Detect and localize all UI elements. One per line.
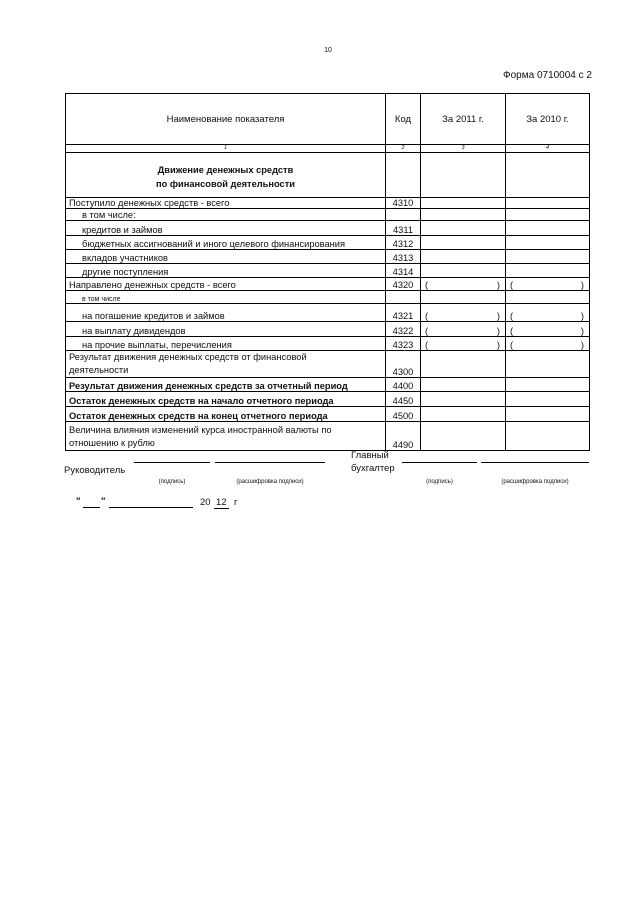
accountant-signature-caption: (подпись) (426, 479, 453, 485)
date-month-field[interactable] (109, 507, 193, 508)
accountant-decode-line[interactable] (481, 462, 589, 463)
row-label: вкладов участников (66, 250, 386, 264)
value-cell-2010 (506, 221, 590, 236)
value-cell-2011 (421, 407, 506, 422)
value-cell-2010 (506, 392, 590, 407)
value-cell-2011 (421, 322, 506, 337)
paren-open: ( (510, 340, 514, 350)
empty-cell (386, 153, 421, 198)
value-cell-2010 (506, 304, 590, 322)
header-name: Наименование показателя (66, 94, 386, 145)
head-label: Руководитель (64, 465, 126, 476)
paren-close: ) (496, 326, 500, 336)
value-cell-2011 (421, 198, 506, 209)
accountant-decode-caption: (расшифровка подписи) (501, 479, 569, 485)
table-row (66, 278, 590, 291)
table-row (66, 337, 590, 351)
row-label: кредитов и займов (66, 221, 386, 236)
table-row (66, 209, 590, 221)
row-code: 4400 (386, 378, 421, 392)
table-row (66, 351, 590, 378)
column-number: 4 (506, 145, 590, 153)
cash-flow-table (65, 93, 590, 451)
value-cell-2011 (421, 304, 506, 322)
date-day-field[interactable] (83, 507, 100, 508)
row-code: 4323 (386, 337, 421, 351)
value-cell-2011 (421, 236, 506, 250)
paren-open: ( (425, 340, 429, 350)
value-cell-2010 (506, 378, 590, 392)
row-code (386, 291, 421, 304)
page-number: 10 (324, 47, 332, 54)
table-row (66, 378, 590, 392)
value-cell-2011 (421, 351, 506, 378)
row-label: на прочие выплаты, перечисления (66, 337, 386, 351)
table-row (66, 407, 590, 422)
date-quote-open: " (76, 496, 81, 507)
table-row (66, 422, 590, 451)
table-row (66, 236, 590, 250)
row-code: 4450 (386, 392, 421, 407)
value-cell-2010 (506, 198, 590, 209)
header-code: Код (386, 94, 421, 145)
row-code: 4321 (386, 304, 421, 322)
row-code: 4311 (386, 221, 421, 236)
row-code: 4320 (386, 278, 421, 291)
head-signature-line[interactable] (134, 462, 210, 463)
date-year-prefix: 20 (200, 497, 211, 508)
row-code: 4500 (386, 407, 421, 422)
value-cell-2010 (506, 250, 590, 264)
paren-open: ( (425, 280, 429, 290)
paren-close: ) (496, 340, 500, 350)
table-row (66, 198, 590, 209)
head-decode-caption: (расшифровка подписи) (236, 479, 304, 485)
paren-close: ) (580, 311, 584, 321)
value-cell-2011 (421, 337, 506, 351)
value-cell-2010 (506, 407, 590, 422)
paren-close: ) (496, 311, 500, 321)
table-header-row (66, 94, 590, 145)
value-cell-2011 (421, 291, 506, 304)
row-label: Направлено денежных средств - всего (66, 278, 386, 291)
paren-close: ) (580, 326, 584, 336)
header-year-2010: За 2010 г. (506, 94, 590, 145)
value-cell-2011 (421, 209, 506, 221)
table-row (66, 291, 590, 304)
paren-close: ) (580, 340, 584, 350)
paren-open: ( (510, 280, 514, 290)
row-label: на погашение кредитов и займов (66, 304, 386, 322)
value-cell-2010 (506, 337, 590, 351)
table-row (66, 264, 590, 278)
paren-open: ( (510, 326, 514, 336)
paren-open: ( (425, 311, 429, 321)
value-cell-2010 (506, 322, 590, 337)
value-cell-2011 (421, 153, 506, 198)
date-year-unit: г (234, 497, 238, 508)
paren-close: ) (496, 280, 500, 290)
head-signature-caption: (подпись) (158, 479, 186, 485)
value-cell-2010 (506, 236, 590, 250)
row-label: на выплату дивидендов (66, 322, 386, 337)
table-row (66, 304, 590, 322)
value-cell-2011 (421, 264, 506, 278)
value-cell-2010 (506, 209, 590, 221)
accountant-signature-line[interactable] (402, 462, 477, 463)
accountant-label: Главный бухгалтер (351, 450, 395, 474)
column-number: 2 (386, 145, 421, 153)
row-code (386, 209, 421, 221)
paren-close: ) (580, 280, 584, 290)
row-code: 4322 (386, 322, 421, 337)
row-label: Остаток денежных средств на начало отчетного периода (66, 392, 386, 407)
row-label: Величина влияния изменений курса иностранной валюты по отношению к рублю (66, 422, 386, 451)
row-label: другие поступления (66, 264, 386, 278)
date-quote-close: " (101, 496, 106, 507)
value-cell-2011 (421, 250, 506, 264)
table-row (66, 392, 590, 407)
section-title: Движение денежных средств по финансовой деятельности (66, 153, 386, 198)
value-cell-2010 (506, 278, 590, 291)
value-cell-2011 (421, 221, 506, 236)
row-label: бюджетных ассигнований и иного целевого финансирования (66, 236, 386, 250)
row-code: 4314 (386, 264, 421, 278)
row-code: 4312 (386, 236, 421, 250)
form-reference: Форма 0710004 с 2 (503, 70, 592, 81)
value-cell-2010 (506, 351, 590, 378)
row-label: Результат движения денежных средств за отчетный период (66, 378, 386, 392)
table-row (66, 250, 590, 264)
date-year-suffix[interactable]: 12 (216, 497, 227, 508)
row-label: Результат движения денежных средств от финансовой деятельности (66, 351, 386, 378)
column-number: 1 (66, 145, 386, 153)
table-row (66, 221, 590, 236)
value-cell-2010 (506, 291, 590, 304)
value-cell-2010 (506, 422, 590, 451)
header-year-2011: За 2011 г. (421, 94, 506, 145)
paren-open: ( (510, 311, 514, 321)
row-label: в том числе (66, 291, 386, 304)
row-code: 4310 (386, 198, 421, 209)
value-cell-2011 (421, 422, 506, 451)
row-code: 4490 (386, 422, 421, 451)
section-title-row (66, 153, 590, 198)
row-code: 4300 (386, 351, 421, 378)
column-number: 3 (421, 145, 506, 153)
row-label: Поступило денежных средств - всего (66, 198, 386, 209)
value-cell-2010 (506, 153, 590, 198)
table-row (66, 322, 590, 337)
row-label: в том числе: (66, 209, 386, 221)
value-cell-2011 (421, 378, 506, 392)
row-label: Остаток денежных средств на конец отчетного периода (66, 407, 386, 422)
paren-open: ( (425, 326, 429, 336)
value-cell-2011 (421, 278, 506, 291)
row-code: 4313 (386, 250, 421, 264)
value-cell-2010 (506, 264, 590, 278)
head-decode-line[interactable] (215, 462, 325, 463)
value-cell-2011 (421, 392, 506, 407)
column-number-row (66, 145, 590, 153)
